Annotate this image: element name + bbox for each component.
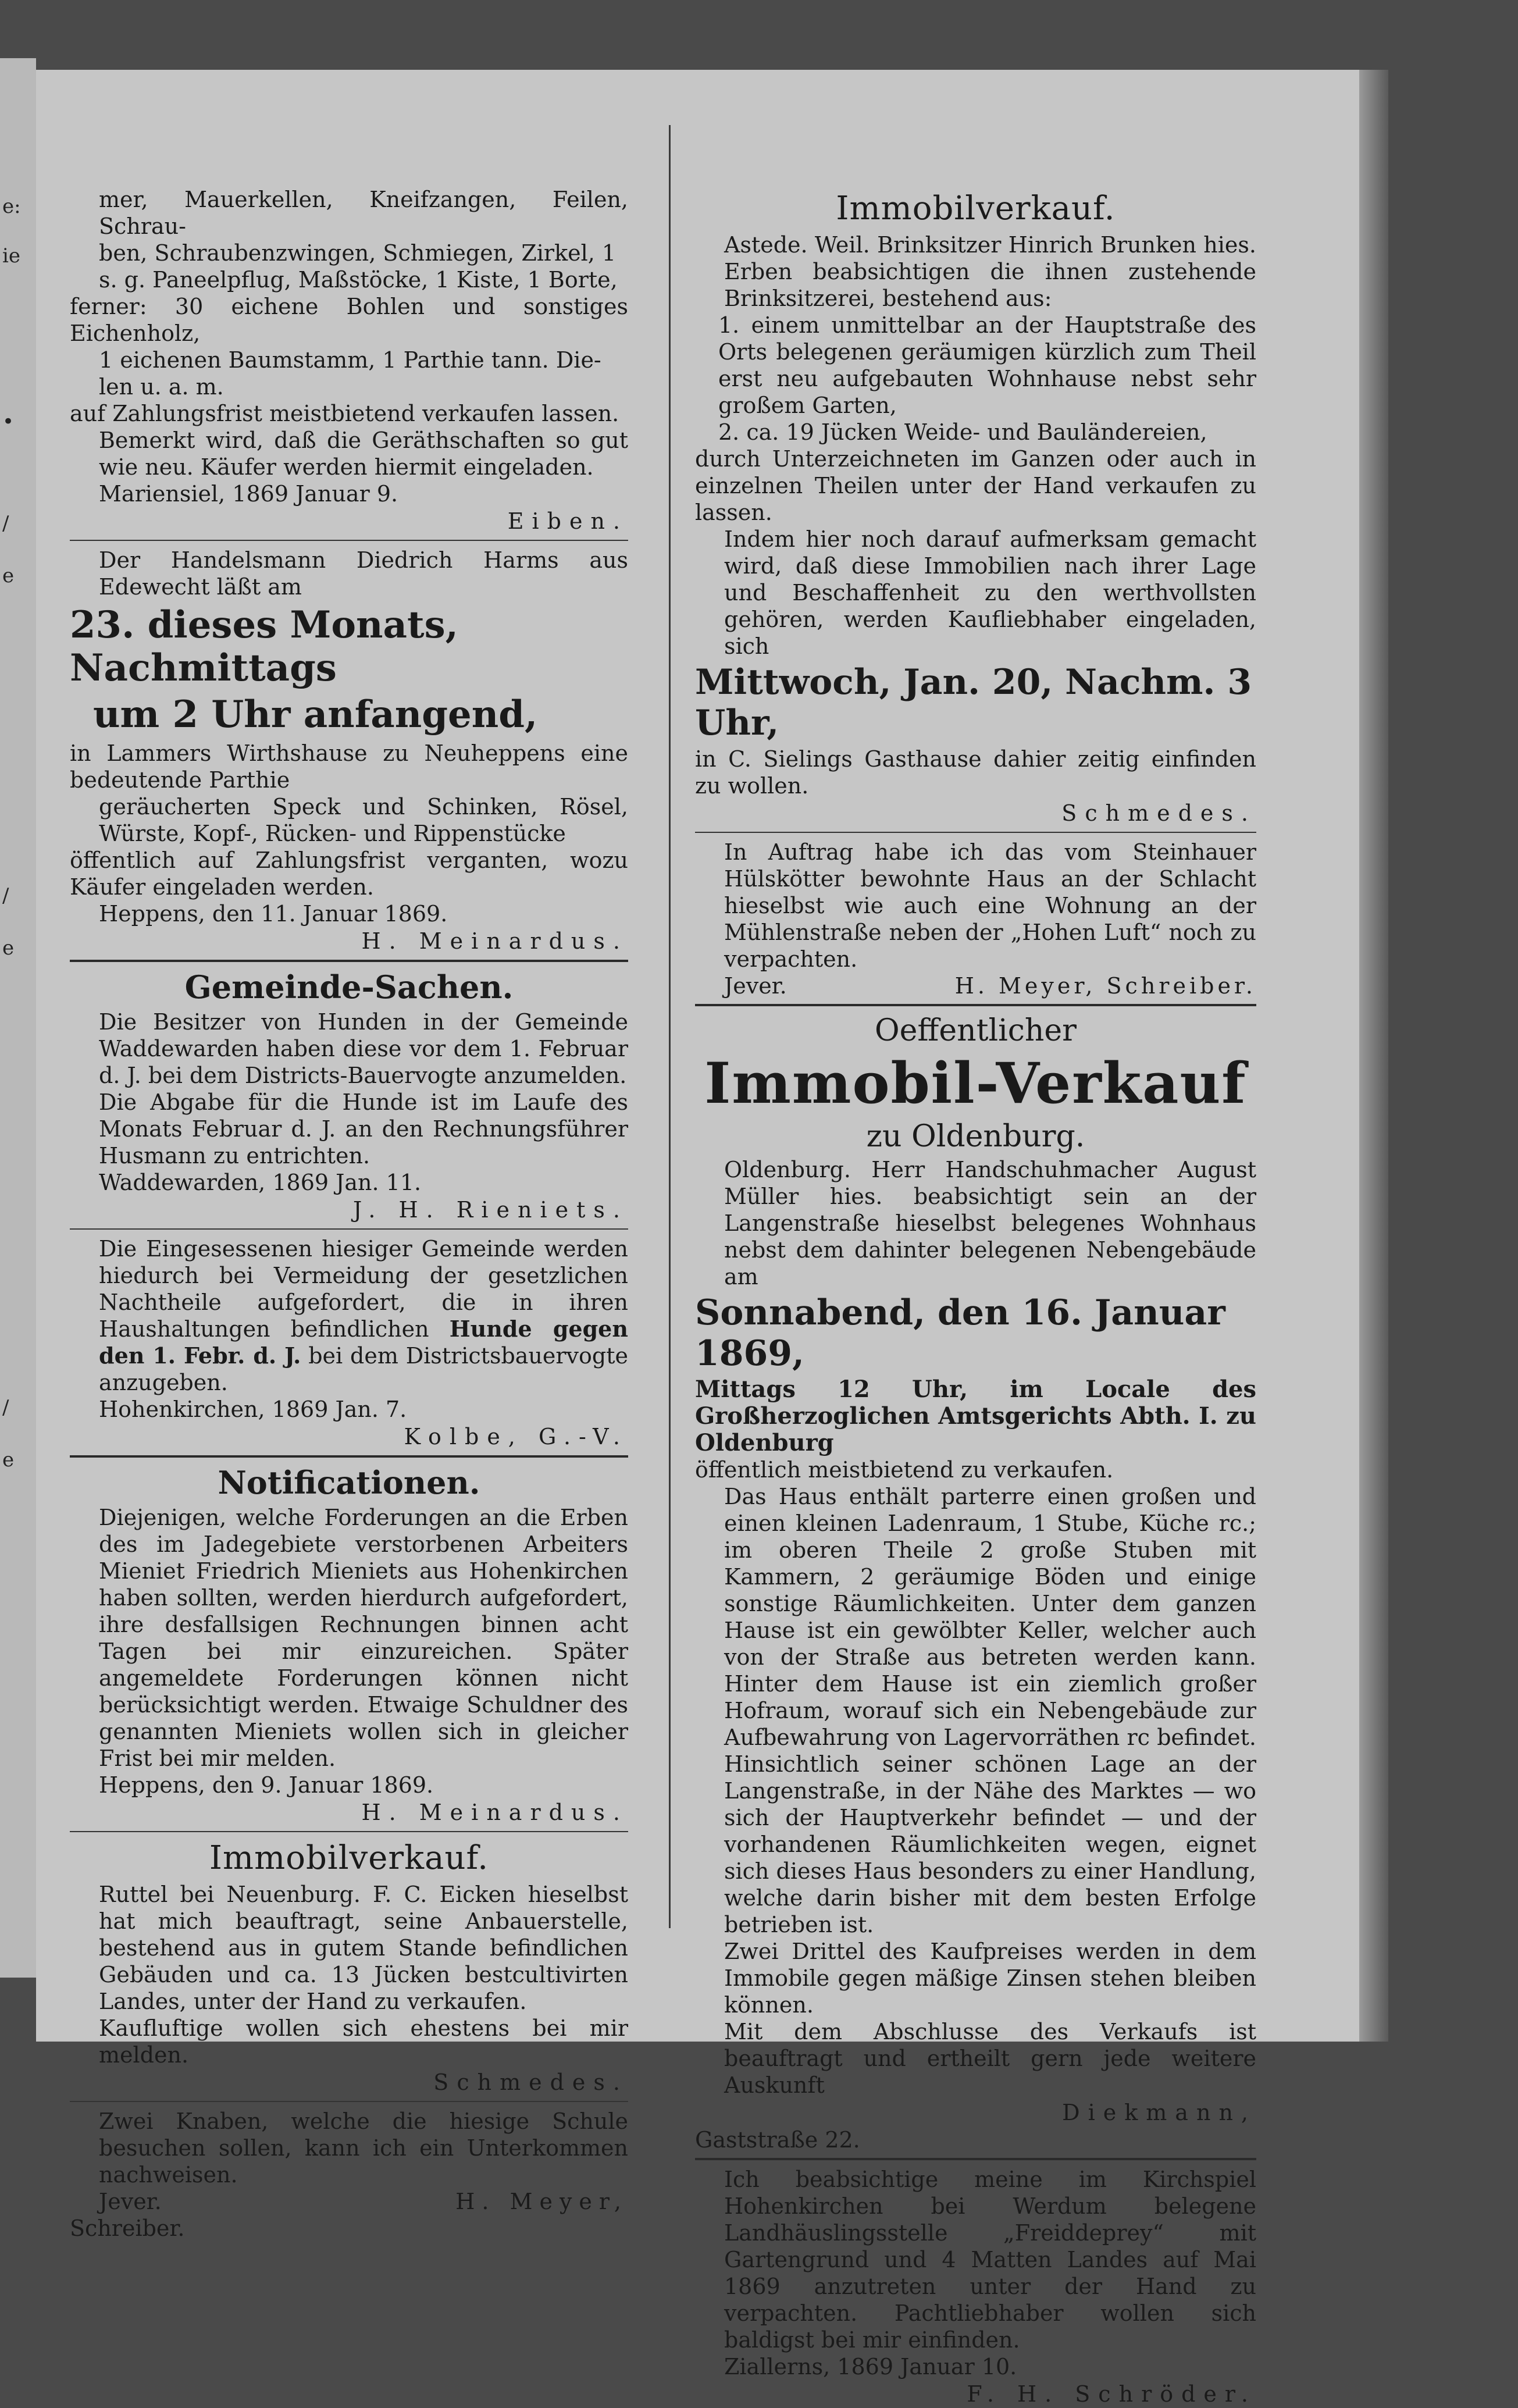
oeff-heading-2: Immobil-Verkauf — [704, 1050, 1247, 1116]
divider — [70, 1831, 628, 1832]
immobil-ruttel — [70, 1838, 628, 2096]
notif-place: Heppens, den 9. Januar 1869. — [99, 1772, 434, 1798]
astede-paragraph: durch Unterzeichneten im Ganzen oder auch in einzelnen Theilen unter der Hand verkaufen zu lassen. — [695, 446, 1256, 525]
notif-signature: H. Meinardus. — [361, 1800, 628, 1825]
astede-paragraph: Astede. Weil. Brinksitzer Hinrich Brunken hies. Erben beabsichtigen die ihnen zustehende Brinksitzerei, bestehend aus: — [724, 232, 1256, 311]
hohen-bold: Hunde gegen den 1. Febr. d. J. — [99, 1316, 628, 1369]
knaben-place: Jever. — [99, 2189, 162, 2214]
jever-paragraph: In Auftrag habe ich das vom Steinhauer Hülskötter bewohnte Haus an der Schlacht hieselbst wie auch eine Wohnung an der Mühlenstraße neben der „Hohen Luft“ noch zu verpachten. — [724, 839, 1256, 972]
astede-paragraph: in C. Sielings Gasthause dahier zeitig einfinden zu wollen. — [695, 746, 1256, 799]
oeff-paragraph: Oldenburg. Herr Handschuhmacher August Müller hies. beabsichtigt sein an der Langenstraße hieselbst belegenes Wohnhaus nebst dem dahinter belegenen Nebengebäude am — [724, 1157, 1256, 1290]
oeff-bold-line: Mittags 12 Uhr, im Locale des Großherzoglichen Amtsgerichts Abth. I. zu Oldenburg — [695, 1376, 1256, 1456]
oeff-address: Gaststraße 22. — [695, 2127, 860, 2153]
oeff-heading-3: zu Oldenburg. — [866, 1119, 1085, 1154]
tools-line: mer, Mauerkellen, Kneifzangen, Feilen, Schrau- — [99, 187, 628, 239]
hohenkirchen-notice — [70, 1235, 628, 1451]
divider — [695, 2158, 1256, 2160]
harms-items: geräucherten Speck und Schinken, Rösel, Würste, Kopf-, Rücken- und Rippenstücke — [99, 794, 628, 846]
astede-item: 1. einem unmittelbar an der Hauptstraße des Orts belegenen geräumigen kürzlich zum Theil erst neu aufgebauten Wohnhause nebst sehr großem Garten, — [718, 312, 1256, 418]
notifications-section — [70, 1463, 628, 1826]
harms-auction — [70, 547, 628, 955]
oeff-paragraph: öffentlich meistbietend zu verkaufen. — [695, 1457, 1114, 1483]
section-heading: Gemeinde-Sachen. — [184, 968, 514, 1006]
page-edge-shadow — [1359, 70, 1388, 2042]
harms-date-line: 23. dieses Monats, Nachmittags — [70, 603, 458, 690]
immo-signature: Schmedes. — [433, 2069, 628, 2095]
hohen-place: Hohenkirchen, 1869 Jan. 7. — [99, 1397, 407, 1422]
tools-end: auf Zahlungsfrist meistbietend verkaufen lassen. — [70, 401, 619, 426]
section-heading: Immobilverkauf. — [209, 1839, 489, 1877]
oeff-paragraph: Zwei Drittel des Kaufpreises werden in dem Immobile gegen mäßige Zinsen stehen bleiben können. — [724, 1939, 1256, 2018]
harms-signature: H. Meinardus. — [361, 928, 628, 954]
schroeder-paragraph: Ich beabsichtige meine im Kirchspiel Hohenkirchen bei Werdum belegene Landhäuslingsstelle „Freiddeprey“ mit Gartengrund und 4 Matten Landes auf Mai 1869 anzutreten unter der Hand zu verpachten. Pachtliebhaber wollen sich baldigst bei mir einfinden. — [724, 2167, 1256, 2353]
immo-paragraph: Ruttel bei Neuenburg. F. C. Eicken hieselbst hat mich beauftragt, seine Anbauerstelle, bestehend aus in gutem Stande befindlichen Gebäuden und ca. 13 Jücken bestcultivirten Landes, unter der Hand zu verkaufen. — [99, 1882, 628, 2014]
hohen-signature: Kolbe, G.-V. — [404, 1424, 628, 1449]
tools-line: s. g. Paneelpflug, Maßstöcke, 1 Kiste, 1 Borte, — [99, 267, 618, 293]
harms-intro: Der Handelsmann Diedrich Harms aus Edewecht läßt am — [99, 547, 628, 600]
margin-mark: / — [2, 884, 9, 907]
margin-mark: e — [2, 564, 15, 587]
margin-mark: / — [2, 512, 9, 535]
tools-line: 1 eichenen Baumstamm, 1 Parthie tann. Die- — [99, 347, 601, 373]
margin-mark: / — [2, 1396, 9, 1419]
gemeinde-section — [70, 968, 628, 1224]
notif-paragraph: Diejenigen, welche Forderungen an die Erben des im Jadegebiete verstorbenen Arbeiters Mieniet Friedrich Mieniets aus Hohenkirchen haben sollten, werden hierdurch aufgefordert, ihre desfallsigen Rechnungen binnen acht Tagen bei mir einzureichen. Später angemeldete Forderungen können nicht berücksichtigt werden. Etwaige Schuldner des genannten Mieniets wollen sich in gleicher Frist bei mir melden. — [99, 1505, 628, 1771]
knaben-role: Schreiber. — [70, 2215, 185, 2241]
oldenburg-sale — [695, 1012, 1256, 2153]
oeff-date-line: Sonnabend, den 16. Januar 1869, — [695, 1292, 1225, 1374]
astede-date-line: Mittwoch, Jan. 20, Nachm. 3 Uhr, — [695, 662, 1252, 743]
jever-place: Jever. — [724, 973, 787, 999]
harms-body: in Lammers Wirthshause zu Neuheppens eine bedeutende Parthie — [70, 740, 628, 793]
divider — [70, 960, 628, 962]
margin-mark: e: — [2, 195, 21, 218]
gemeinde-place: Waddewarden, 1869 Jan. 11. — [99, 1170, 422, 1195]
tools-place: Mariensiel, 1869 Januar 9. — [99, 481, 398, 507]
knaben-line — [70, 2188, 628, 2215]
astede-paragraph: Indem hier noch darauf aufmerksam gemacht wird, daß diese Immobilien nach ihrer Lage und Beschaffenheit zu den werthvollsten gehören, werden Kaufliebhaber eingeladen, sich — [724, 526, 1256, 659]
margin-mark: e — [2, 1448, 15, 1472]
harms-time-line: um 2 Uhr anfangend, — [93, 693, 538, 736]
gemeinde-paragraph: Die Besitzer von Hunden in der Gemeinde Waddewarden haben diese vor dem 1. Februar d. J. bei dem Districts-Bauervogte anzumelden. — [99, 1009, 628, 1088]
left-column — [70, 186, 628, 2242]
hohen-text: bei dem Districtsbauervogte anzugeben. — [99, 1343, 628, 1395]
knaben-paragraph: Zwei Knaben, welche die hiesige Schule besuchen sollen, kann ich ein Unterkommen nachweisen. — [99, 2108, 628, 2188]
margin-mark: ie — [2, 244, 20, 268]
margin-mark: • — [2, 410, 15, 433]
immo-paragraph: Kaufluftige wollen sich ehestens bei mir melden. — [99, 2015, 628, 2068]
column-rule — [669, 125, 671, 1928]
knaben-notice — [70, 2108, 628, 2242]
divider — [695, 832, 1256, 833]
margin-mark: e — [2, 936, 15, 960]
right-column — [695, 186, 1256, 2408]
tools-line: len u. a. m. — [99, 374, 224, 400]
tools-auction — [70, 186, 628, 535]
jever-signature: H. Meyer, Schreiber. — [954, 973, 1256, 999]
immobil-astede — [695, 188, 1256, 827]
knaben-signature: H. Meyer, — [455, 2189, 628, 2214]
gemeinde-paragraph: Die Abgabe für die Hunde ist im Laufe des Monats Februar d. J. an den Rechnungsführer Husmann zu entrichten. — [99, 1089, 628, 1169]
schroeder-lease — [695, 2166, 1256, 2408]
divider — [70, 2101, 628, 2102]
astede-signature: Schmedes. — [1061, 800, 1256, 826]
jever-lease — [695, 839, 1256, 999]
tools-note: Bemerkt wird, daß die Geräthschaften so gut wie neu. Käufer werden hiermit eingeladen. — [99, 428, 628, 480]
schroeder-signature: F. H. Schröder. — [967, 2381, 1256, 2407]
harms-place: Heppens, den 11. Januar 1869. — [99, 901, 448, 927]
section-heading: Notificationen. — [218, 1464, 480, 1501]
harms-body: öffentlich auf Zahlungsfrist verganten, wozu Käufer eingeladen werden. — [70, 847, 628, 900]
divider — [70, 1228, 628, 1230]
tools-line: ferner: 30 eichene Bohlen und sonstiges Eichenholz, — [70, 294, 628, 346]
tools-signature: Eiben. — [507, 508, 628, 534]
jever-line — [695, 973, 1256, 999]
oeff-signature: Diekmann, — [1062, 2100, 1256, 2125]
divider — [70, 540, 628, 541]
tools-line: ben, Schraubenzwingen, Schmiegen, Zirkel, 1 — [99, 240, 617, 266]
oeff-heading-1: Oeffentlicher — [874, 1013, 1077, 1048]
divider — [70, 1455, 628, 1458]
astede-item: 2. ca. 19 Jücken Weide- und Bauländereien, — [718, 419, 1207, 445]
schroeder-place: Ziallerns, 1869 Januar 10. — [724, 2354, 1017, 2379]
hohen-paragraph — [70, 1235, 628, 1396]
section-heading: Immobilverkauf. — [836, 190, 1116, 227]
oeff-paragraph: Mit dem Abschlusse des Verkaufs ist beauftragt und ertheilt gern jede weitere Auskunft — [724, 2019, 1256, 2098]
divider — [695, 1004, 1256, 1006]
previous-page-edge — [0, 58, 36, 1978]
gemeinde-signature: J. H. Rieniets. — [353, 1197, 628, 1223]
oeff-paragraph: Das Haus enthält parterre einen großen und einen kleinen Ladenraum, 1 Stube, Küche rc.; im oberen Theile 2 große Stuben mit Kammern, 2 geräumige Böden und einige sonstige Räumlichkeiten. Unter dem ganzen Hause ist ein gewölbter Keller, welcher auch von der Straße aus betreten werden kann. Hinter dem Hause ist ein ziemlich großer Hofraum, worauf sich ein Nebengebäude zur Aufbewahrung von Lagervorräthen rc befindet. Hinsichtlich seiner schönen Lage an der Langenstraße, in der Nähe des Marktes — wo sich der Hauptverkehr befindet — und der vorhandenen Räumlichkeiten wegen, eignet sich dieses Haus besonders zu einer Handlung, welche darin bisher mit dem besten Erfolge betrieben ist. — [724, 1484, 1256, 1937]
hohen-text: Die Eingesessenen hiesiger Gemeinde werden hiedurch bei Vermeidung der gesetzlichen Nachtheile aufgefordert, die in ihren Haushaltungen befindlichen — [99, 1236, 628, 1342]
